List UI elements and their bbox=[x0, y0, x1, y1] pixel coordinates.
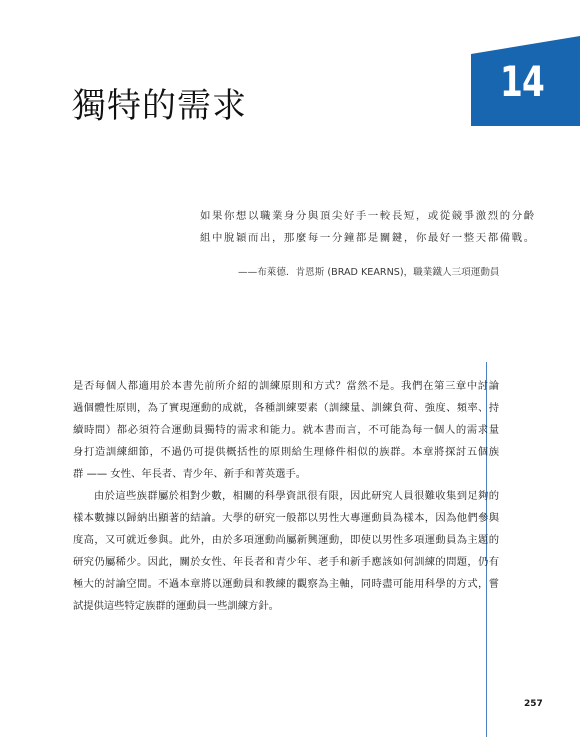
paragraph bbox=[73, 485, 499, 617]
epigraph-quote bbox=[200, 205, 536, 249]
text-line: 由於這些族群屬於相對少數，相關的科學資訊很有限，因此研究人員很難收集到足夠的 bbox=[94, 490, 499, 502]
text-line: 試提供這些特定族群的運動員一些訓練方針。 bbox=[73, 600, 279, 612]
epigraph-attribution: ——布萊德．肯恩斯 (BRAD KEARNS)，職業鐵人三項運動員 bbox=[238, 267, 500, 278]
chapter-number: 14 bbox=[499, 57, 545, 106]
text-line: 極大的討論空間。不過本章將以運動員和教練的觀察為主軸，同時盡可能用科學的方式，嘗 bbox=[73, 578, 499, 590]
chapter-number-tab bbox=[471, 36, 580, 126]
text-line: 身打造訓練細節，不過仍可提供概括性的原則給生理條件相似的族群。本章將探討五個族 bbox=[73, 446, 499, 458]
text-line: 度高，又可就近參與。此外，由於多項運動尚屬新興運動，即使以男性多項運動員為主題的 bbox=[73, 534, 499, 546]
epigraph-line: 如果你想以職業身分與頂尖好手一較長短，或從競爭激烈的分齡 bbox=[200, 210, 536, 222]
text-line: 樣本數據以歸納出顯著的結論。大學的研究一般都以男性大專運動員為樣本，因為他們參與 bbox=[73, 512, 499, 524]
text-line: 續時間）都必須符合運動員獨特的需求和能力。就本書而言，不可能為每一個人的需求量 bbox=[73, 424, 499, 436]
chapter-title: 獨特的需求 bbox=[72, 86, 247, 126]
text-line: 研究仍屬稀少。因此，關於女性、年長者和青少年、老手和新手應該如何訓練的問題，仍有 bbox=[73, 556, 499, 568]
body-text bbox=[73, 375, 499, 617]
epigraph-line: 組中脫穎而出，那麼每一分鐘都是關鍵，你最好一整天都備戰。 bbox=[200, 232, 536, 244]
text-line: 群 —— 女性、年長者、青少年、新手和菁英選手。 bbox=[73, 468, 307, 480]
text-line: 過個體性原則，為了實現運動的成就，各種訓練要素（訓練量、訓練負荷、強度、頻率、持 bbox=[73, 402, 499, 414]
paragraph bbox=[73, 375, 499, 485]
text-line: 是否每個人都適用於本書先前所介紹的訓練原則和方式？當然不是。我們在第三章中討論 bbox=[73, 380, 499, 392]
page-number: 257 bbox=[524, 699, 543, 709]
